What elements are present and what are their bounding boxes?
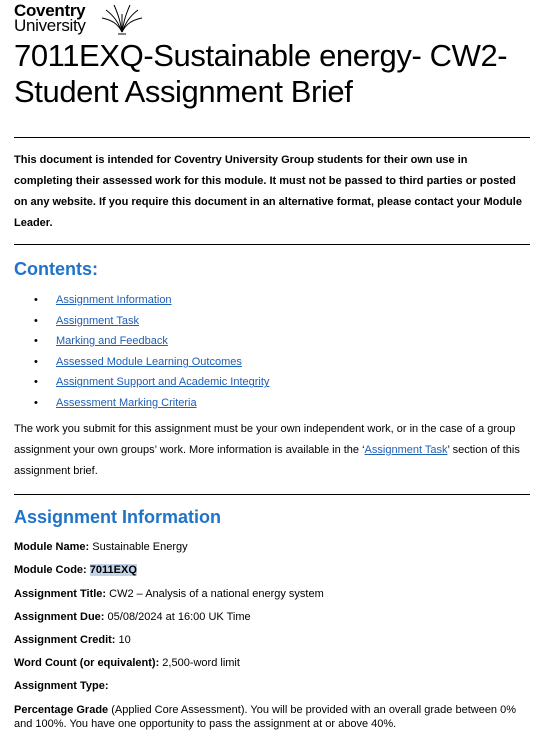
university-logo — [14, 2, 134, 36]
percentage-grade-label: Percentage Grade — [14, 704, 109, 716]
contents-link-learning-outcomes[interactable]: Assessed Module Learning Outcomes — [56, 355, 242, 368]
percentage-grade-row — [14, 703, 534, 731]
module-code-label: Module Code: — [14, 564, 87, 576]
assignment-title-row — [14, 587, 534, 601]
contents-list — [14, 290, 514, 414]
divider — [14, 137, 530, 138]
contents-item — [14, 372, 514, 393]
bullet-icon: • — [34, 294, 38, 306]
module-name-label: Module Name: — [14, 541, 90, 553]
assignment-task-link[interactable]: Assignment Task — [364, 444, 448, 456]
divider — [14, 244, 530, 245]
usage-notice: This document is intended for Coventry University Group students for their own use in completing their assessed work for this module. It must not be passed to third parties or posted on any website. If you require this document in an alternative format, please contact your Module Leader. — [14, 154, 522, 229]
module-code-value: 7011EXQ — [89, 564, 137, 576]
assignment-title-label: Assignment Title: — [14, 588, 107, 600]
divider — [14, 494, 530, 495]
contents-item — [14, 393, 514, 414]
module-code-row — [14, 563, 534, 577]
contents-link-assignment-information[interactable]: Assignment Information — [56, 294, 172, 306]
bullet-icon: • — [34, 396, 38, 409]
contents-item — [14, 352, 514, 373]
word-count-row — [14, 656, 534, 670]
logo-text-line2: University — [14, 16, 86, 35]
contents-item — [14, 290, 514, 311]
document-title: 7011EXQ-Sustainable energy- CW2- Student Assignment Brief — [14, 38, 508, 109]
contents-link-assignment-task[interactable]: Assignment Task — [56, 314, 139, 327]
contents-link-marking-feedback[interactable]: Marking and Feedback — [56, 335, 168, 348]
assignment-due-label: Assignment Due: — [14, 611, 105, 623]
assignment-credit-label: Assignment Credit: — [14, 634, 116, 646]
assignment-due-value: 05/08/2024 at 16:00 UK Time — [107, 611, 251, 623]
contents-item — [14, 331, 514, 352]
assignment-title-value: CW2 – Analysis of a national energy system — [109, 588, 324, 600]
contents-item — [14, 311, 514, 332]
assignment-type-row — [14, 679, 534, 693]
contents-heading: Contents: — [14, 259, 98, 279]
module-name-value: Sustainable Energy — [92, 541, 188, 553]
assignment-due-row — [14, 610, 534, 624]
bullet-icon: • — [34, 335, 38, 348]
bullet-icon: • — [34, 376, 38, 389]
phoenix-logo-icon — [98, 2, 146, 36]
intro-text-end: ’ section of this assignment brief. — [14, 444, 520, 477]
bullet-icon: • — [34, 355, 38, 368]
word-count-value: 2,500-word limit — [162, 657, 240, 669]
logo-text-line1: Coventry — [14, 1, 86, 20]
contents-link-marking-criteria[interactable]: Assessment Marking Criteria — [56, 396, 197, 409]
assignment-type-label: Assignment Type: — [14, 680, 109, 692]
intro-text: The work you submit for this assignment must be your own independent work, or in the case of a group assignment your own groups’ work. More information is available in the ‘ — [14, 423, 516, 456]
assignment-credit-value: 10 — [118, 634, 131, 646]
assignment-credit-row — [14, 633, 534, 647]
percentage-grade-text: (Applied Core Assessment). You will be provided with an overall grade between 0% and 100%. You have one opportunity to pass the assignment at or above 40%. — [14, 704, 517, 730]
contents-link-support-integrity[interactable]: Assignment Support and Academic Integrity — [56, 376, 270, 389]
intro-paragraph — [14, 419, 534, 482]
assignment-information-heading: Assignment Information — [14, 507, 222, 527]
module-name-row — [14, 540, 534, 554]
word-count-label: Word Count (or equivalent): — [14, 657, 160, 669]
bullet-icon: • — [34, 314, 38, 327]
